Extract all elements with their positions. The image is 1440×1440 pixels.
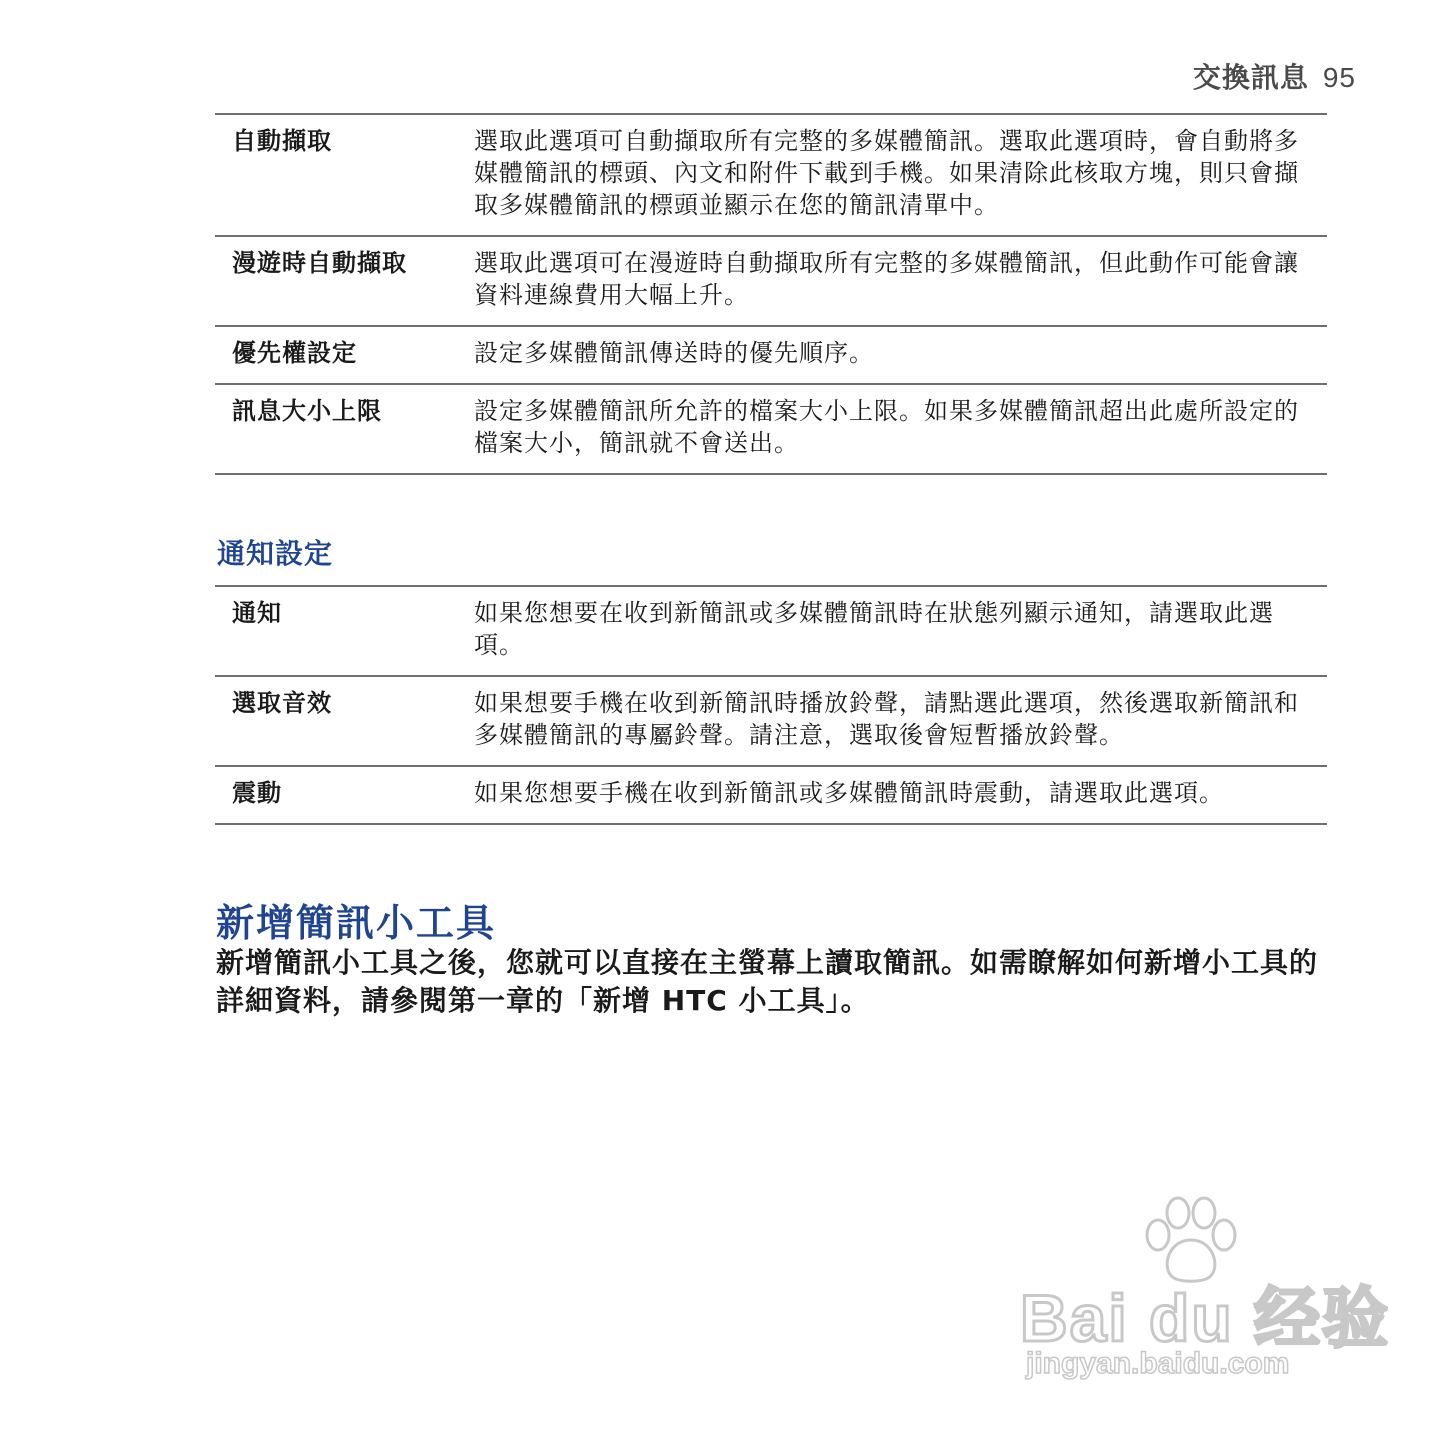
- option-description: 設定多媒體簡訊所允許的檔案大小上限。如果多媒體簡訊超出此處所設定的檔案大小，簡訊就不會送出。: [474, 384, 1327, 474]
- option-description: 如果您想要在收到新簡訊或多媒體簡訊時在狀態列顯示通知，請選取此選項。: [474, 586, 1327, 676]
- option-term: 通知: [215, 586, 474, 676]
- option-term: 選取音效: [215, 676, 474, 766]
- table-row: [215, 114, 1327, 236]
- option-term: 震動: [215, 766, 474, 824]
- page-header: [1193, 56, 1356, 96]
- mms-settings-table: [215, 113, 1327, 475]
- table-row: [215, 586, 1327, 676]
- page-number: 95: [1322, 62, 1356, 93]
- option-description: 設定多媒體簡訊傳送時的優先順序。: [474, 326, 1327, 384]
- add-widget-paragraph: 新增簡訊小工具之後，您就可以直接在主螢幕上讀取簡訊。如需瞭解如何新增小工具的詳細資料，請參閱第一章的「新增 HTC 小工具」。: [216, 946, 1319, 1017]
- table-row: [215, 676, 1327, 766]
- option-term: 訊息大小上限: [215, 384, 474, 474]
- baidu-watermark: [1020, 1195, 1391, 1395]
- option-description: 選取此選項可自動擷取所有完整的多媒體簡訊。選取此選項時，會自動將多媒體簡訊的標頭、內文和附件下載到手機。如果清除此核取方塊，則只會擷取多媒體簡訊的標頭並顯示在您的簡訊清單中。: [474, 114, 1327, 236]
- table-row: [215, 766, 1327, 824]
- option-term: 自動擷取: [215, 114, 474, 236]
- chapter-title: 交換訊息: [1192, 61, 1309, 94]
- option-description: 選取此選項可在漫遊時自動擷取所有完整的多媒體簡訊，但此動作可能會讓資料連線費用大幅上升。: [474, 236, 1327, 326]
- notification-settings-heading: 通知設定: [217, 537, 334, 570]
- watermark-logo: Bai du 经验: [1020, 1281, 1391, 1355]
- table-row: [215, 236, 1327, 326]
- option-term: 優先權設定: [215, 326, 474, 384]
- table-row: [215, 384, 1327, 474]
- table-row: [215, 326, 1327, 384]
- option-term: 漫遊時自動擷取: [215, 236, 474, 326]
- option-description: 如果想要手機在收到新簡訊時播放鈴聲，請點選此選項，然後選取新簡訊和多媒體簡訊的專屬鈴聲。請注意，選取後會短暫播放鈴聲。: [474, 676, 1327, 766]
- notification-settings-table: [215, 585, 1327, 825]
- watermark-url: jingyan.baidu.com: [1026, 1347, 1290, 1380]
- add-widget-heading: 新增簡訊小工具: [216, 901, 497, 945]
- option-description: 如果您想要手機在收到新簡訊或多媒體簡訊時震動，請選取此選項。: [474, 766, 1327, 824]
